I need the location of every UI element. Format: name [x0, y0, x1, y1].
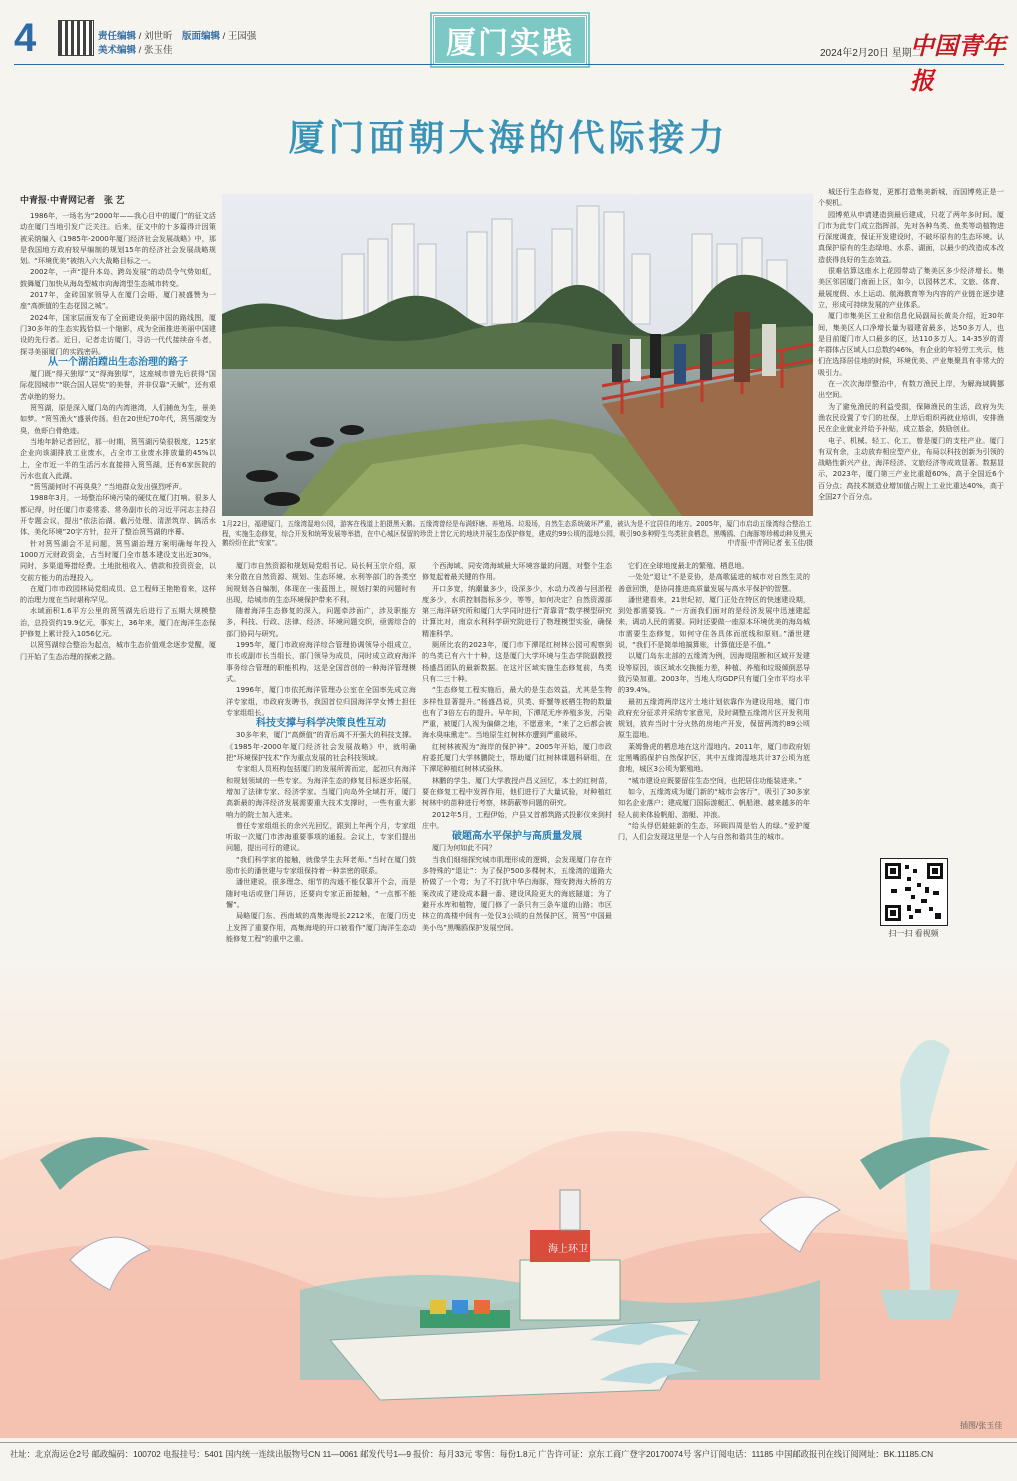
sea-illustration — [0, 960, 1017, 1438]
paragraph: “我们科学家的接触，就像学生去拜老师。”当时在厦门鼓励市长的潘世建与专家组保持着一种亲密的联系。 — [226, 854, 416, 876]
paragraph: 专家组人员班构包括厦门的发展所需而定，起初只有海洋和规划领域的一些专家。为海洋生态的修复目标逐步拓展，增加了法律专家、经济学家。当厦门向岛外全域打开，厦门高新最的海洋经济发展需要重大技术支撑时，一些有重大影响力的院士加入进来。 — [226, 764, 416, 819]
newspaper-masthead: 中国青年报 — [910, 31, 1006, 95]
paragraph: 1986年，一场名为“2000年——我心目中的厦门”的征文活动在厦门当地引发广泛关注。后来，征文中的十多篇得计因策被采纳编入《1985年-2000年厦门经济社会发展战略》中，那是我国地方政府较早编制的规划15年的经济社会发展战略规划。“环境优美”被纳入六大战略目标之一。 — [20, 211, 216, 266]
paragraph: 一处处“退让”不是妥协，是高歌猛进的城市对自然生灵的善意回馈，是协同推进高质量发展与高水平保护的智慧。 — [618, 572, 810, 593]
editor-credits: 责任编辑 / 刘世昕 版面编辑 / 王园强 美术编辑 / 张玉佳 — [98, 31, 257, 56]
byline-name: 张 艺 — [104, 195, 125, 205]
paragraph: 1996年，厦门市依托海洋管理办公室在全国率先成立海洋专家组，市政府发聘书，我国首位归国海洋学女博士担任专家组组长。 — [226, 685, 416, 717]
paragraph: 针对筼筜湖会不足问题，筼筜湖治理方案明确每年投入1000万元财政资金，占当时厦门全市基本建设支出近30%，同时，多渠道筹措经费。土地批租收入、借款和投资资金，以交前方能力的治理投入。 — [20, 538, 216, 582]
caption-text: 1月22日，福建厦门，五缘湾湿地公园，游客在栈道上拍摄黑天鹅。五缘湾曾经是布满虾塘、养殖场、垃圾场，自然生态系统破坏严重，被认为是不宜居住的地方。2005年，厦门市启动五缘湾综合整治工程，实施生态修复，综合开发和统筹发展等举措，在中心城区保留的珍贵上昔亿元的地块并展生态保护修复，建成约99公顷的湿地公园，吸引90多种野生鸟类驻食栖息，黑嘴鸥、白海豚等珍稀动种及黑天鹅纷纷在此“安家”。 — [222, 520, 813, 547]
paragraph: 随着海洋生态修复的深入，问题牵涉面广，涉及职能方多，科技、行政、法律、经济、环境问题交织，亟需综合的部门协同与研究。 — [226, 606, 416, 638]
byline-role: 中青报·中青网记者 — [20, 195, 95, 205]
paragraph: 园博苑从申请建造到最后建成，只花了两年多时间。厦门市为此专门成立指挥部，先对各种鸟类、鱼类等动植物进行深度调查，保证开发建设时，不破坏原有的生态环境。认真保护原有的生态绿地、水系、湖面，以最少的改造成本改造获得良好的生态效益。 — [818, 209, 1004, 264]
video-qr-code[interactable] — [880, 858, 948, 926]
paragraph: “城市建设应既要留住生态空间，也把居住功能装进来。” — [627, 775, 802, 785]
paragraph: 局略厦门东、西南域的高集海堤长2212米，在厦门历史上发挥了重要作用，高集海堤的开口被看作“厦门海洋生态动能修复工程”的重中之重。 — [226, 911, 416, 943]
paragraph: 城还行生态修复，更都打造集美新城，而国博苑正是一个契机。 — [818, 187, 1004, 208]
photo-credit: 中青报·中青网记者 张玉佳/摄 — [727, 539, 813, 547]
layout-editor-name: 王园强 — [227, 31, 257, 42]
footer-text: 社址：北京海运仓2号 邮政编码：100702 电报挂号：5401 国内统一连续出版物号CN 11—0061 邮发代号1—9 报价：每月33元 零售：每份1.8元 广告许可证：京东工商广登字20170074号 客户订阅电话：11185 中国邮政报刊在线订阅网址：BK.11185.CN — [10, 1449, 934, 1459]
text-column-2 — [226, 560, 416, 960]
paragraph: 潘世建说，很多理念、细节的沟通不能仅靠开个会，而是随时电话或登门拜访，还要向专家正面接触，“一点都不能懈”。 — [226, 877, 416, 909]
boat-label: 海上环卫 — [548, 1244, 588, 1255]
art-editor-name: 张玉佳 — [143, 45, 173, 56]
subheading: 破题高水平保护与高质量发展 — [452, 831, 582, 843]
subheading: 科技支撑与科学决策良性互动 — [256, 718, 386, 730]
layout-editor-label: 版面编辑 — [181, 31, 220, 42]
paragraph: 1988年3月，一场整治环境污染的硬仗在厦门打响。很多人都记得，时任厦门市委常委、常务副市长的习近平同志主持召开专题会议，提出“依法治湖、截污处理、清淤筑岸、搞活水体、美化环境”20字方针，拉开了整治筼筜湖的序幕。 — [20, 493, 216, 537]
text-column-5 — [818, 186, 1004, 852]
paragraph: 电子、机械、轻工、化工，曾是厦门的支柱产业。厦门有双有余，主动放弃相应型产业，布局以科技创新为引领的战略性新兴产业，海洋经济、文旅经济等成效显著。数据显示，2023年，厦门第三产业比重超60%，高于全国近6个百分点；高技术制造业增加值占规上工业比重达40%，高于全国27个百分点。 — [818, 435, 1004, 502]
paragraph: 当我们细细探究城市肌理形成的逻辑，会发现厦门存在许多特殊的“退让”：为了保护500多棵树木，五缘湾的道路大桥做了一个弯；为了不打扰中华白海豚，翔安跨海大桥的方案改成了建设成本翻一番、建设风险更大的海底隧道；为了避开水库和植物，厦门修了一条只有三条车道的山路；市区林立的高楼中间有一处仅3公顷的自然保护区，筼筜“中国最美小鸟”黑嘴鸥保护发展空间。 — [422, 854, 612, 932]
paragraph: 30多年来，厦门“高颜值”的背后离不开强大的科技支撑。《1985年-2000年厦门经济社会发展战略》中，就明确把“环境保护技术”作为重点发展的社会科技领域。 — [226, 730, 416, 763]
paragraph: 莱姆鲁虎的栖息地在这片湿地内。2011年，厦门市政府划定黑嘴鸥保护自然保护区，其中五缘湾湿地共计37公顷为底食地，城区3公顷为繁殖地。 — [618, 741, 810, 774]
article-headline: 厦门面朝大海的代际接力 — [288, 118, 729, 159]
paragraph: 在一次次海岸整治中，有数万渔民上岸，为解海域腾挪出空间。 — [818, 379, 1004, 400]
illustration-credit: 插图/张玉佳 — [960, 1421, 1003, 1430]
paragraph: 1995年，厦门市政府海洋综合管理协调领导小组成立，市长或副市长当组长，部门领导为成员，同时成立政府海洋事务综合管理的职能机构，这是全国首创的一种海洋管理模式。 — [226, 640, 416, 683]
editor-name: 刘世昕 — [143, 31, 173, 42]
paragraph: 以厦门岛东北部的五缘湾为例，因海堤阻断和区域开发建设等原因，该区域水交换能力差，种植、养殖和垃圾倾倒恶导致污染加重。2003年，当地人均GDP只有厦门全市平均水平的39.4%。 — [618, 651, 810, 695]
qr-label: 扫一扫 看视频 — [888, 929, 939, 938]
qr-pattern — [881, 859, 947, 925]
text-column-1 — [20, 210, 216, 960]
paragraph: 很难估算这座水上花园带动了集美区多少经济增长。集美区邻居厦门南面上区，如今，以园林艺术、文旅、体育、最展度假、水上运动、航海教育等为内容的产业链在逐步建立，形成可持续发展的产业体系。 — [818, 266, 1004, 309]
article-byline — [20, 193, 125, 206]
bottom-illustration — [0, 960, 1017, 1438]
paragraph: “筼筜湖何时不再臭臭？”当地群众发出强烈呼声。 — [29, 482, 187, 492]
paragraph: 如今，五缘湾成为厦门新的“城市会客厅”，吸引了30多家知名企业落户；建成厦门国际游艇汇、帆船港、越来越多的年轻人前来体验帆船、游艇、冲浪。 — [618, 786, 810, 819]
paragraph: “给头俘侣蛙蛙新的生态，环顾四周是怡人的绿。”爱护厦门，人们会发现这里是一个人与自然和谐共生的城市。 — [618, 820, 810, 842]
paragraph: 2012年5月，工程伊始，户县又首都筑路式投影仪来到村庄中。 — [422, 809, 612, 830]
issue-date: 2024年2月20日 星期二 — [820, 48, 922, 59]
text-column-4 — [618, 560, 810, 960]
paragraph: 红树林被视为“海岸的保护神”。2005年开始，厦门市政府委托厦门大学林鹏院士，帮助厦门红树林课题科研组，在下潭尾种植红树林试验林。 — [422, 741, 612, 774]
paragraph: 水域面积1.6平方公里的筼筜湖先后进行了五期大规模整治，总投资约19.9亿元，事实上，36年来，厦门在海洋生态保护修复上累计投入1056亿元。 — [20, 606, 216, 638]
paragraph: 在厦门市市政园林局党组成员、总工程师王艳艳看来，这样的治理力度在当时堪称罕见。 — [20, 583, 216, 605]
section-banner — [432, 14, 588, 66]
art-editor-label: 美术编辑 — [98, 45, 137, 56]
paragraph: 2024年，国家层面发布了全面建设美丽中国的路线图，厦门30多年的生态实践恰似一个缩影，成为全面推进美丽中国建设的先行者。近日，记者走访厦门，寻访一代代接续奋斗者，探寻美丽厦门的实践密码。 — [20, 312, 216, 356]
paragraph: 2002年，一声“提升本岛、跨岛发展”的动员令气势如虹，鼓舞厦门加快从海岛型城市向海湾型生态城市转变。 — [20, 267, 216, 288]
paragraph: 曾任专家组组长的余兴光回忆，跟到上年两个月，专家组听取一次厦门市涉海重要事项的通报。会议上，专家们提出问题，提出可行的建议。 — [226, 820, 416, 853]
paragraph: 厕所比农的2023年，厦门市下潭尾红树林公园可观察到的鸟类已有六十十种，这是厦门大学环境与生态学院副教授杨盛昌团队的最新数据。在这片区域实施生态修复前，鸟类只有二三十种。 — [422, 640, 612, 683]
paragraph: 最初五缘湾两岸这片土地计划依靠作为建设用地，厦门市政府充分征求并采纳专家意见，及时调整五缘湾片区开发利用规划，放弃当时十分火热的房地产开发，保留两湾约89公顷原生湿地。 — [618, 696, 810, 740]
text-column-3 — [422, 560, 612, 960]
section-title: 厦门实践 — [446, 26, 574, 61]
header-divider — [14, 64, 1004, 65]
editor-label: 责任编辑 — [98, 31, 137, 42]
page-number: 4 — [14, 16, 37, 60]
paragraph: 2017年，金砖国家领导人在厦门会晤，厦门被盛赞为一座“高颜值的生态花园之城”。 — [20, 290, 216, 311]
photo-caption — [222, 520, 813, 549]
paragraph: 个西海域、同安湾海域最大环境容量的问题，对整个生态修复起着最关键的作用。 — [422, 561, 612, 582]
paragraph: 厦门为何如此不同？ — [431, 843, 496, 853]
paragraph: 它们在全球地度最北的繁殖、栖息地。 — [627, 561, 749, 570]
paragraph: “生态修复工程实施后，最大的是生态效益，尤其是生物多样性显著提升。”杨盛昌说，贝类、虾蟹等底栖生物的数量也有了3倍左右的提升。早年间，下潭尾无序养殖多发，污染严重，被厦门人视为偏僻之地，不愿意来，“来了之后都会被海水臭味熏走”。当地原生红树林亦遭到严重破坏。 — [422, 685, 612, 740]
paragraph: 以筼筜湖综合整治为起点，城市生态价值观念逐步觉醒，厦门开始了生态治理的探索之路。 — [20, 640, 216, 661]
paragraph: 厦门市自然资源和规划局党组书记、局长柯玉宗介绍，原来分散在自然资源、规划、生态环境、水利等部门的各类空间规划各自编制，体现在一张蓝图上，规划打架的问题时有出现，给城市的生态环境保护带来不利。 — [226, 561, 416, 604]
paragraph: 开口多宽，纳潮量多少，设深多少，水动力改善与回淤程度多少，水质控制指标多少，等等，如何决定？自然资源部第三海洋研究所和厦门大学同时进行“背靠背”数学模型研究计算比对，南京水利科学研究院进行了物理模型实验，确保精准科学。 — [422, 583, 612, 638]
paragraph: 厦门市集美区工业和信息化局副局长黄炎介绍，近30年间，集美区人口净增长量为福建省最多，达50多万人，也是目前厦门市人口最多的区，达110多万人。14-35岁的青年群体占区域人口总数约46%，有企业的年轻劳工夹示，他们在选择居住地的时候，环境优美、产业集聚具有非常大的吸引力。 — [818, 311, 1004, 377]
paragraph: 当地年龄记者回忆，那一时期，筼筜湖污染很极度，125家企业向该湖排放工业废水，占全市工业废水排放量的45%以上，全市近一半的生活污水直接排入筼筜湖，还有6家医院的污水也直入此湖。 — [20, 436, 216, 480]
photo-scene — [222, 194, 813, 516]
paragraph: 筼筜湖，原是深入厦门岛的内湾港湾，人们捕鱼为生，景美如梦。“筼筜渔火”盛景传扬。但在20世纪70年代，筼筜湖变为臭，鱼虾白骨绝迹。 — [20, 403, 216, 435]
paragraph: 潘世建看来，21世纪初，厦门正处在特区的快速建设期，到处都需要钱。“一方面我们面对的是经济发展中迅速建起来，调动人民的需要。同时还要做一座原本环境优美的海岛城市需要生态修复，如何守住各具体而底线和原则。”潘世建说，“我们不是简单地搞算账，计算值还是不值。” — [618, 594, 810, 650]
wetland-photo — [222, 194, 813, 516]
paragraph: 为了避免渔民的利益受损，保障渔民的生活，政府为失渔农民设置了专门的社保，上岸后组织再就业培训，安排渔民在企业就业并给予补贴，成立基金，鼓励创业。 — [818, 401, 1004, 434]
header-qr-code — [58, 20, 94, 56]
subheading: 从一个湖泊蹚出生态治理的路子 — [48, 356, 188, 368]
paragraph: 林鹏的学生、厦门大学教授卢昌义回忆，本土的红树苗，要在修复工程中发挥作用，他们进行了大量试验，对种植红树林中的苗种进行考察，林荫蔽等问题的研究。 — [422, 775, 612, 808]
paragraph: 厦门既“得天独厚”又“得海独厚”，这座城市曾先后获得“国际花园城市”“联合国人居奖”的美誉，并非仅靠“天赋”，还有艰苦卓绝的努力。 — [20, 369, 216, 401]
